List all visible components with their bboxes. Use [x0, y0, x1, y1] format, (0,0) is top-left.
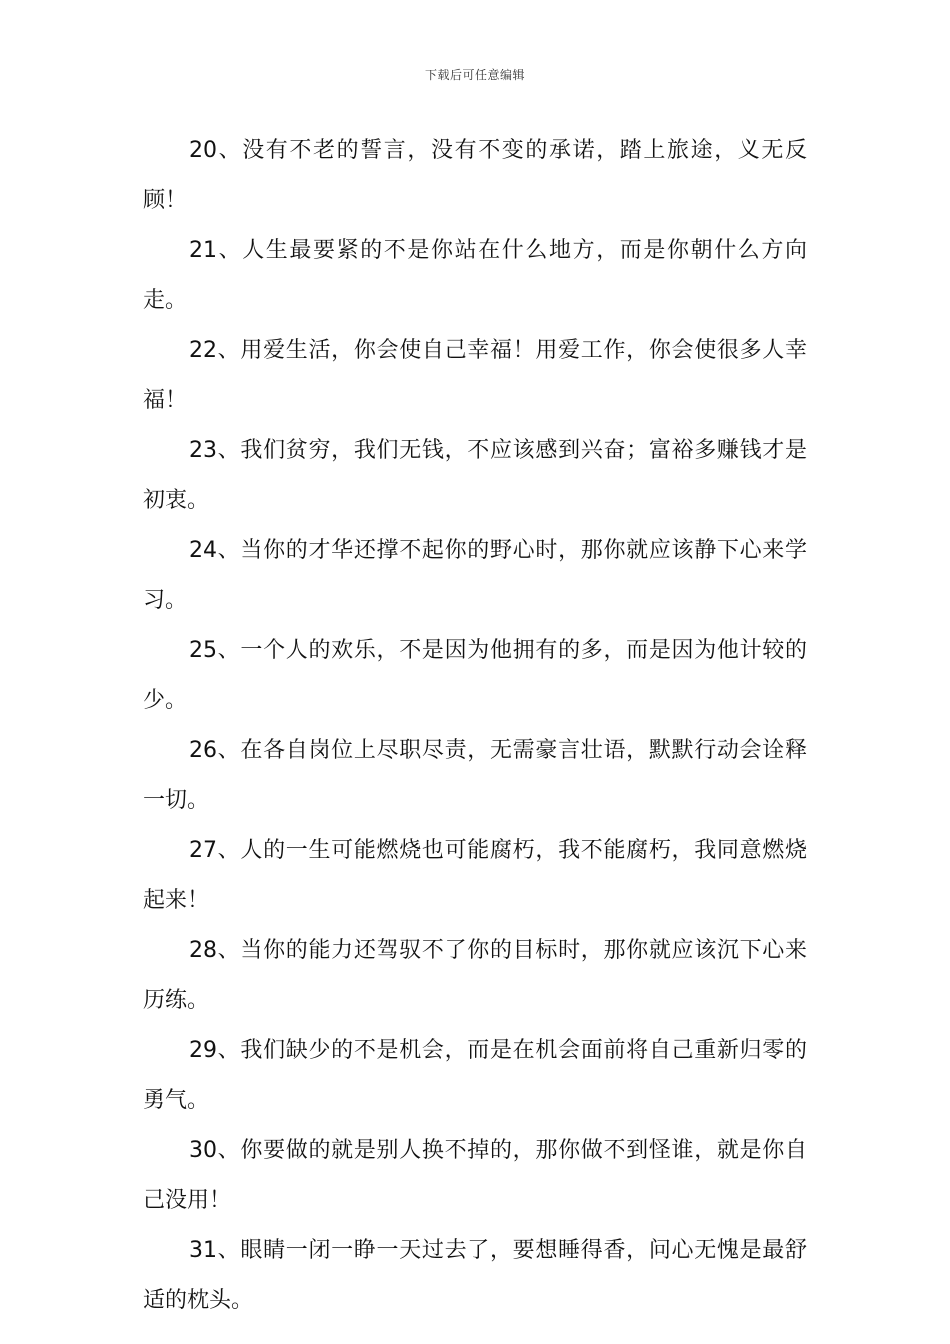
paragraph-25: 25、一个人的欢乐，不是因为他拥有的多，而是因为他计较的少。: [143, 638, 807, 713]
paragraph-26: 26、在各自岗位上尽职尽责，无需豪言壮语，默默行动会诠释一切。: [143, 738, 807, 813]
document-body: [143, 126, 807, 1326]
paragraph-20: 20、没有不老的誓言，没有不变的承诺，踏上旅途，义无反顾！: [143, 138, 807, 213]
paragraph-24: 24、当你的才华还撑不起你的野心时，那你就应该静下心来学习。: [143, 538, 807, 613]
paragraph-23: 23、我们贫穷，我们无钱，不应该感到兴奋；富裕多赚钱才是初衷。: [143, 438, 807, 513]
paragraph-27: 27、人的一生可能燃烧也可能腐朽，我不能腐朽，我同意燃烧起来！: [143, 838, 807, 913]
paragraph-29: 29、我们缺少的不是机会，而是在机会面前将自己重新归零的勇气。: [143, 1038, 807, 1113]
paragraph-21: 21、人生最要紧的不是你站在什么地方，而是你朝什么方向走。: [143, 238, 807, 313]
header-note: 下载后可任意编辑: [424, 68, 525, 82]
paragraph-31: 31、眼睛一闭一睁一天过去了，要想睡得香，问心无愧是最舒适的枕头。: [143, 1238, 807, 1313]
paragraph-22: 22、用爱生活，你会使自己幸福！用爱工作，你会使很多人幸福！: [143, 338, 807, 413]
paragraph-28: 28、当你的能力还驾驭不了你的目标时，那你就应该沉下心来历练。: [143, 938, 807, 1013]
paragraph-30: 30、你要做的就是别人换不掉的，那你做不到怪谁，就是你自己没用！: [143, 1138, 807, 1213]
